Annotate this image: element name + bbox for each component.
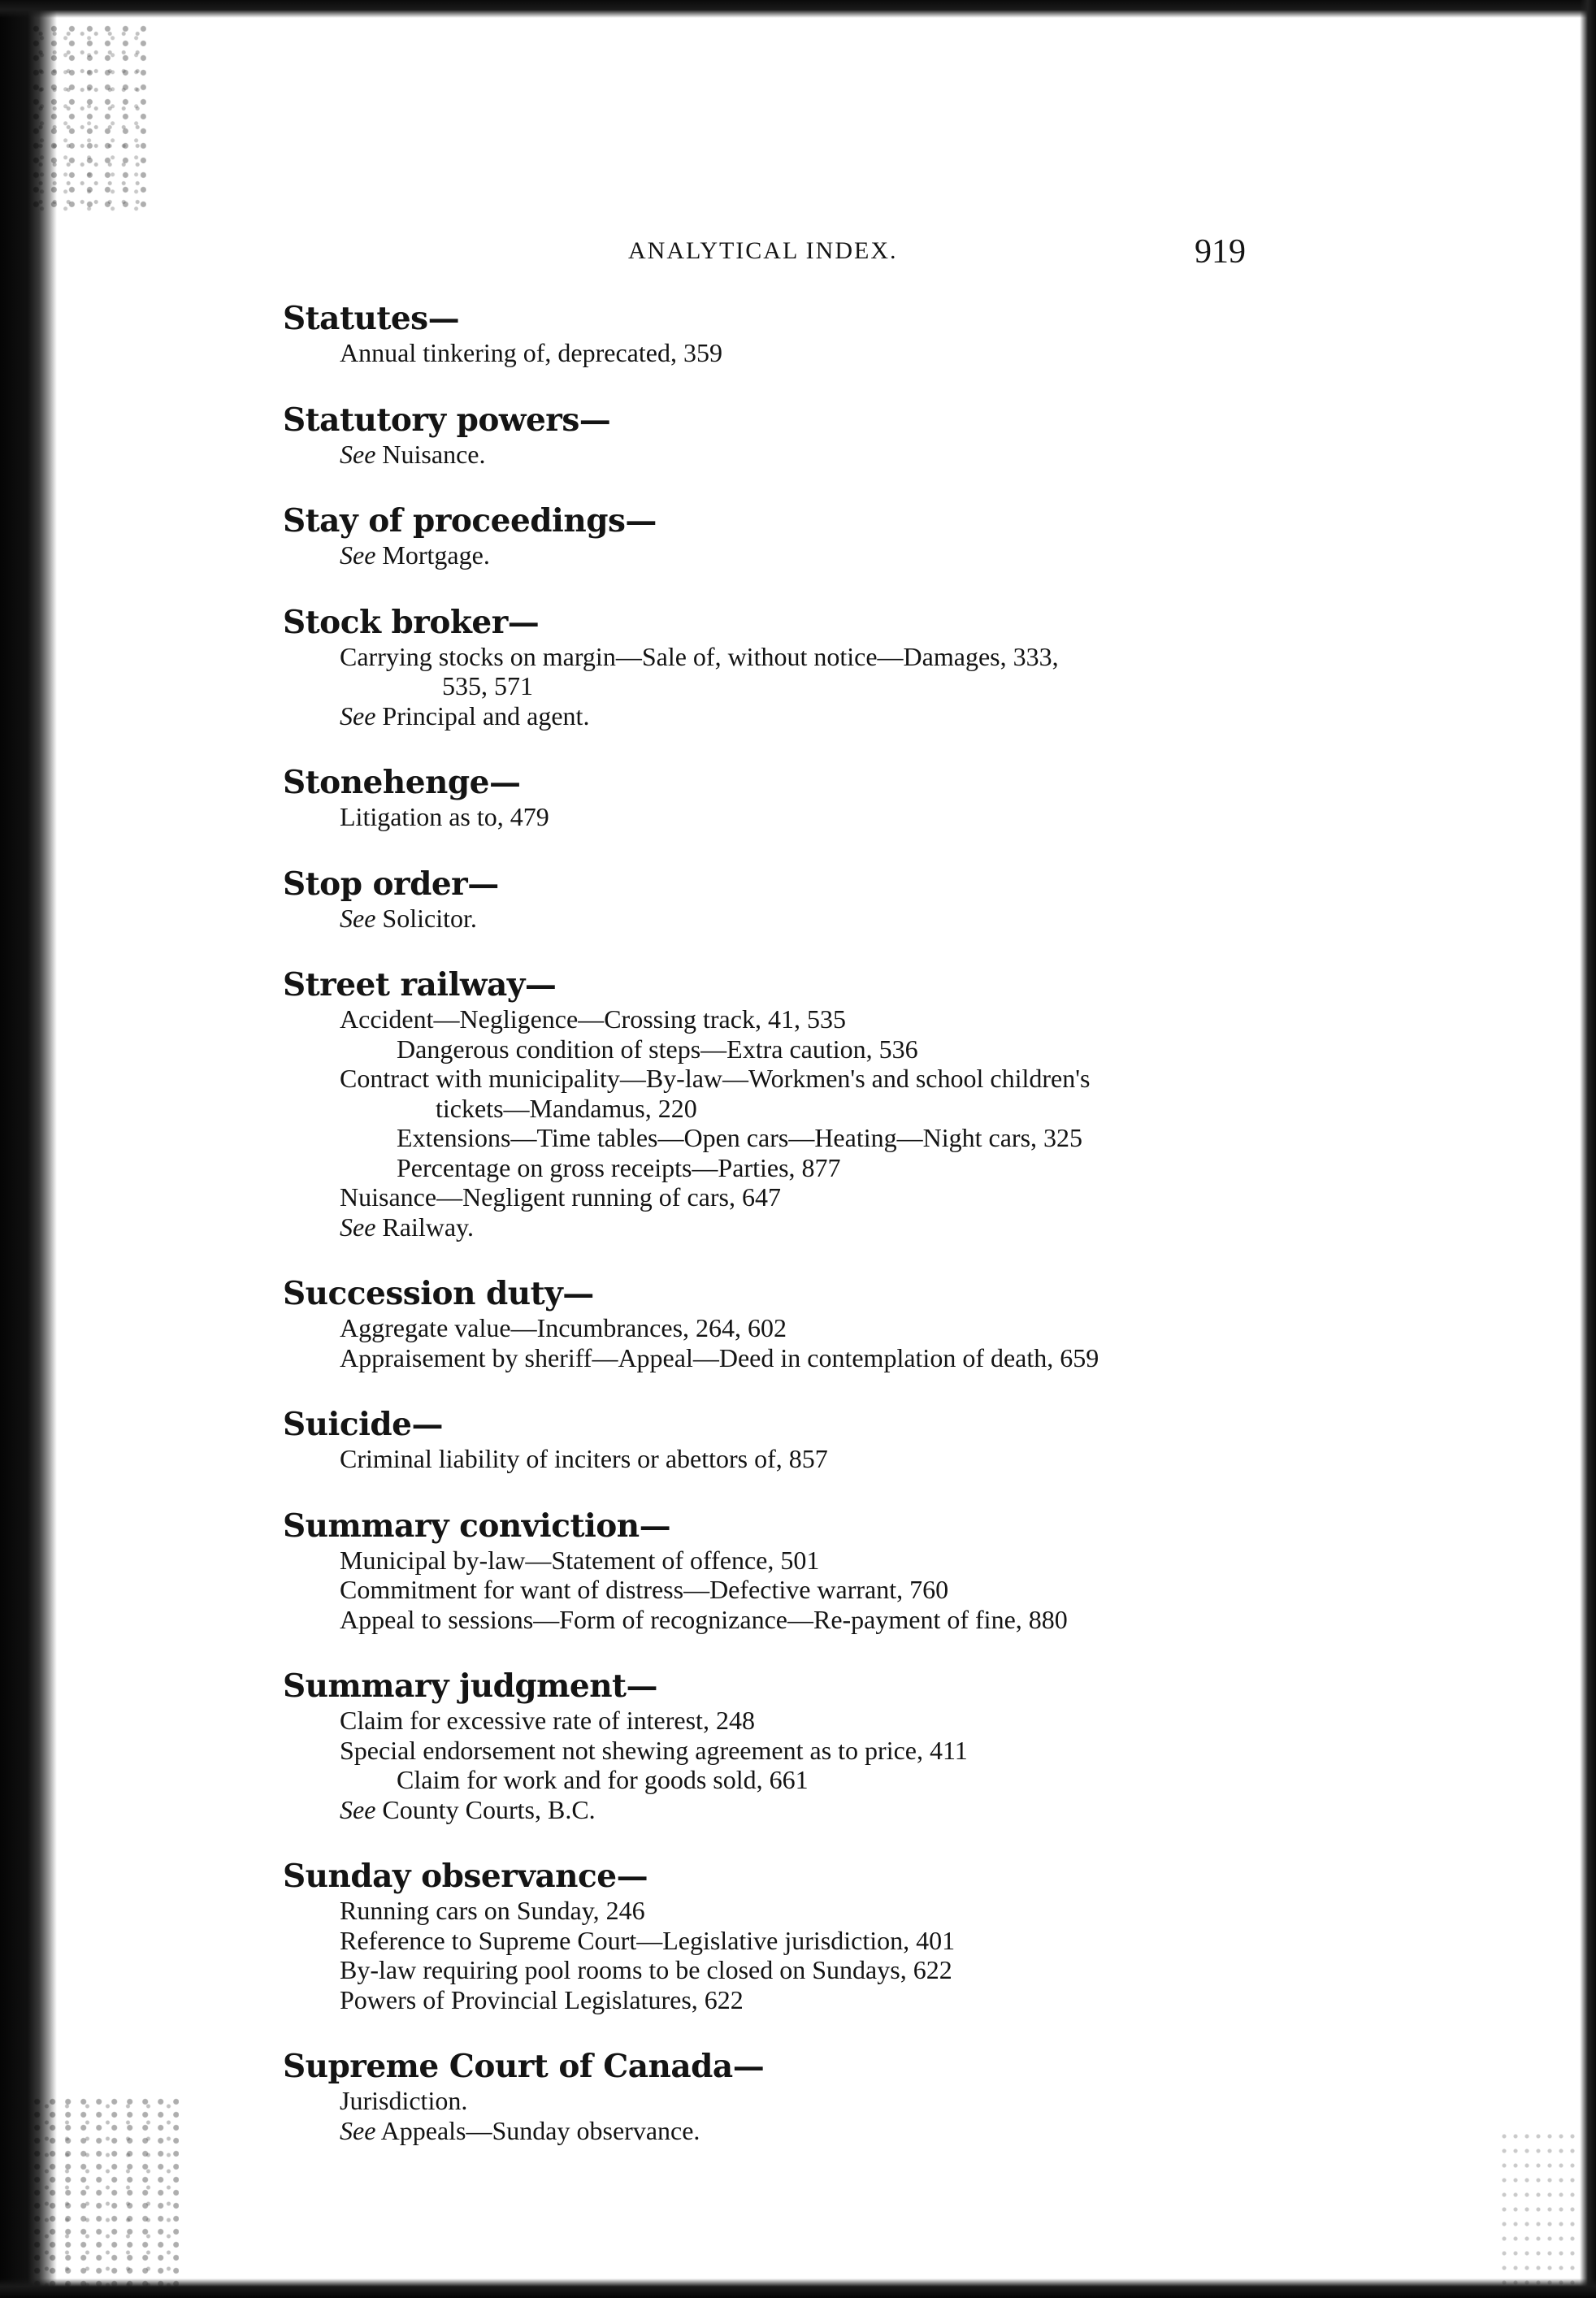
index-line: Jurisdiction.	[340, 2086, 468, 2115]
cross-reference-target: Nuisance.	[382, 439, 486, 469]
analytical-index	[283, 299, 1331, 2178]
index-entry-supreme-court-of-canada	[283, 2047, 1331, 2145]
cross-reference-line	[283, 2116, 1331, 2146]
index-entry-statutes	[283, 299, 1331, 368]
cross-reference-target: County Courts, B.C.	[382, 1794, 596, 1824]
cross-reference-target: Mortgage.	[382, 540, 490, 570]
scan-binding-edge-left	[0, 0, 57, 2298]
index-subline: Extensions—Time tables—Open cars—Heating—Night cars, 325	[397, 1123, 1083, 1152]
index-entry-succession-duty	[283, 1274, 1331, 1372]
index-line: Contract with municipality—By-law—Workmen's and school children's	[340, 1064, 1091, 1093]
index-line: Powers of Provincial Legislatures, 622	[340, 1984, 744, 2014]
index-heading: Stay of proceedings—	[283, 502, 657, 540]
index-line: Carrying stocks on margin—Sale of, without notice—Damages, 333,	[340, 641, 1059, 671]
index-entry-stay-of-proceedings	[283, 501, 1331, 570]
index-line: Municipal by-law—Statement of offence, 501	[340, 1545, 820, 1575]
see-label: See	[340, 1794, 376, 1824]
index-entry-statutory-powers	[283, 401, 1331, 470]
cross-reference-line	[283, 1212, 1331, 1242]
see-label: See	[340, 1212, 376, 1242]
index-line: Appeal to sessions—Form of recognizance—Re-payment of fine, 880	[340, 1604, 1068, 1634]
index-heading: Stock broker—	[283, 603, 540, 641]
see-label: See	[340, 540, 376, 570]
index-heading: Street railway—	[283, 966, 557, 1004]
index-heading: Succession duty—	[283, 1275, 594, 1312]
index-line: Nuisance—Negligent running of cars, 647	[340, 1182, 781, 1212]
index-entry-stock-broker	[283, 603, 1331, 731]
see-label: See	[340, 903, 376, 933]
index-heading: Stop order—	[283, 865, 499, 903]
running-title: ANALYTICAL INDEX.	[628, 237, 898, 264]
cross-reference-target: Principal and agent.	[382, 700, 590, 731]
scan-speckle-top-left	[33, 24, 146, 211]
index-line: Appraisement by sheriff—Appeal—Deed in contemplation of death, 659	[340, 1342, 1099, 1372]
cross-reference-line	[283, 440, 1331, 470]
index-entry-sunday-observance	[283, 1857, 1331, 2014]
index-heading: Sunday observance—	[283, 1858, 648, 1895]
index-heading: Summary judgment—	[283, 1667, 658, 1705]
index-entry-suicide	[283, 1405, 1331, 1474]
index-entry-summary-judgment	[283, 1667, 1331, 1824]
index-line: Running cars on Sunday, 246	[340, 1896, 645, 1925]
index-entry-stop-order	[283, 865, 1331, 934]
cross-reference-line	[283, 904, 1331, 934]
scan-speckle-bottom-left	[33, 2096, 179, 2291]
index-entry-stonehenge	[283, 763, 1331, 832]
scan-edge-bottom	[0, 2278, 1596, 2298]
index-line: Special endorsement not shewing agreement as to price, 411	[340, 1735, 968, 1765]
index-line: Litigation as to, 479	[340, 802, 549, 831]
index-heading: Suicide—	[283, 1406, 443, 1443]
see-label: See	[340, 2115, 376, 2145]
cross-reference-line	[283, 701, 1331, 731]
see-label: See	[340, 439, 376, 469]
cross-reference-target: Appeals—Sunday observance.	[380, 2115, 700, 2145]
index-line: Reference to Supreme Court—Legislative jurisdiction, 401	[340, 1925, 956, 1955]
index-line: Claim for excessive rate of interest, 248	[340, 1706, 755, 1735]
index-heading: Statutory powers—	[283, 401, 611, 439]
scan-edge-right	[1580, 0, 1596, 2298]
index-entry-street-railway	[283, 965, 1331, 1242]
index-line: Annual tinkering of, deprecated, 359	[340, 338, 722, 367]
see-label: See	[340, 700, 376, 731]
index-heading: Summary conviction—	[283, 1507, 671, 1545]
index-subline: Claim for work and for goods sold, 661	[397, 1765, 809, 1794]
index-line-continuation: 535, 571	[442, 671, 533, 700]
cross-reference-line	[283, 1795, 1331, 1825]
index-line-continuation: tickets—Mandamus, 220	[436, 1093, 697, 1123]
scan-edge-top	[0, 0, 1596, 18]
index-line: Criminal liability of inciters or abettors of, 857	[340, 1444, 828, 1473]
index-heading: Statutes—	[283, 300, 460, 337]
index-line: By-law requiring pool rooms to be closed on Sundays, 622	[340, 1955, 952, 1984]
cross-reference-line	[283, 540, 1331, 570]
index-subline: Dangerous condition of steps—Extra caution, 536	[397, 1034, 918, 1064]
index-subline: Percentage on gross receipts—Parties, 877	[397, 1152, 841, 1182]
page-number: 919	[1195, 233, 1246, 271]
index-heading: Stonehenge—	[283, 764, 521, 801]
cross-reference-target: Solicitor.	[382, 903, 477, 933]
index-heading: Supreme Court of Canada—	[283, 2048, 765, 2085]
cross-reference-target: Railway.	[382, 1212, 474, 1242]
index-line: Commitment for want of distress—Defective warrant, 760	[340, 1575, 949, 1604]
index-entry-summary-conviction	[283, 1507, 1331, 1635]
index-line: Aggregate value—Incumbrances, 264, 602	[340, 1313, 787, 1342]
index-line: Accident—Negligence—Crossing track, 41, 535	[340, 1004, 846, 1034]
scan-speckle-bottom-right	[1498, 2129, 1580, 2291]
